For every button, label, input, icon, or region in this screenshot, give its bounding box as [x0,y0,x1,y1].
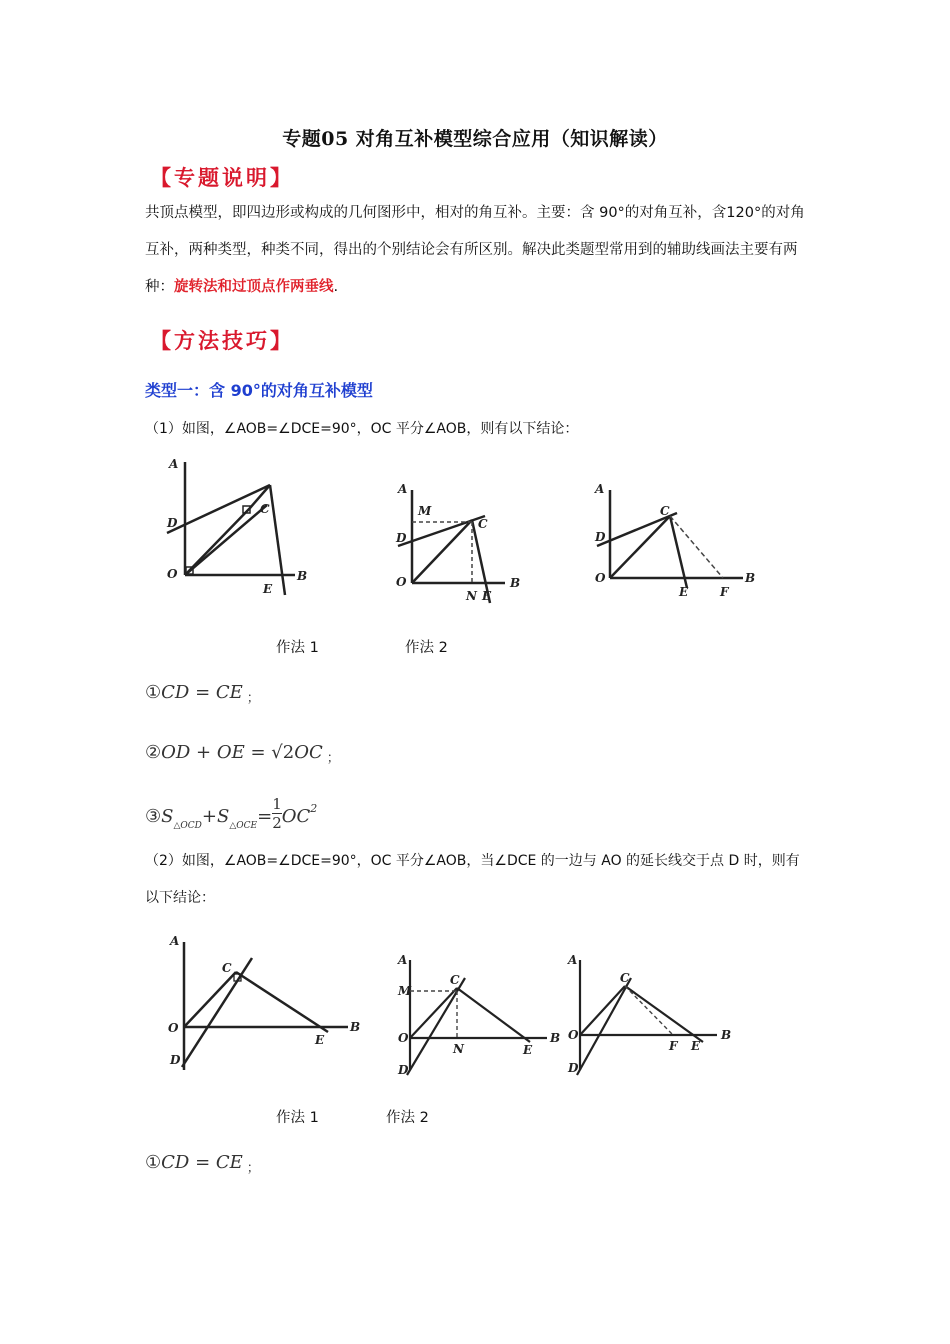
case1-caption-2: 作法 2 [405,640,448,656]
formula-sub1: △OCD [173,821,202,831]
type1-heading: 类型一：含 90°的对角互补模型 [145,381,373,400]
label-C: C [222,961,232,975]
label-O: O [595,571,606,585]
figure-case1-b [390,478,540,608]
case2-caption-1: 作法 1 [276,1110,319,1126]
formula-fraction [272,795,282,832]
label-B: B [745,571,756,585]
label-D: D [167,516,178,530]
formula-index: ① [145,1152,162,1173]
case1-formula-2 [145,742,340,766]
figure-case2-a [160,930,370,1080]
formula-s2: S [216,806,230,827]
case2-text: （2）如图，∠AOB=∠DCE=90°，OC 平分∠AOB，当∠DCE 的一边与 AO 的延长线交于点 D 时，则有以下结论： [145,853,800,906]
formula-expression: CD = CE [161,1152,243,1173]
figure-case2-c [565,950,745,1085]
label-N: N [466,589,477,603]
fraction-denominator: 2 [272,814,282,832]
page-title: 专题05 对角互补模型综合应用（知识解读） [282,128,668,150]
label-B: B [550,1031,561,1045]
formula-semicolon: ； [246,691,260,706]
case1-caption-1: 作法 1 [276,640,319,656]
label-F: F [669,1039,678,1053]
case1-formula-1 [145,682,260,706]
label-B: B [350,1020,361,1034]
label-A: A [398,953,408,967]
label-O: O [396,575,407,589]
intro-paragraph [145,195,810,306]
label-A: A [568,953,578,967]
label-D: D [595,530,606,544]
formula-oc: OC [281,806,311,827]
intro-end: . [333,279,339,295]
formula-plus: + [201,806,217,827]
label-O: O [167,567,178,581]
case2-caption-2: 作法 2 [386,1110,429,1126]
case2-formula-1 [145,1152,260,1176]
label-M: M [418,504,432,518]
fraction-numerator: 1 [272,795,282,813]
formula-semicolon: ； [246,1161,260,1176]
formula-expression-a: OD + OE = [161,742,272,763]
formula-s1: S [161,806,174,827]
label-B: B [297,569,308,583]
label-A: A [595,482,605,496]
label-C: C [260,502,270,516]
label-E: E [482,589,492,603]
label-C: C [478,517,488,531]
intro-highlight: 旋转法和过顶点作两垂线 [174,279,334,295]
label-F: F [720,585,729,599]
label-E: E [691,1039,701,1053]
case1-text: （1）如图，∠AOB=∠DCE=90°，OC 平分∠AOB，则有以下结论： [145,421,579,437]
label-E: E [315,1033,325,1047]
formula-index: ② [145,742,162,763]
label-B: B [721,1028,732,1042]
label-N: N [453,1042,464,1056]
label-D: D [170,1053,181,1067]
formula-sqrt: √2 [271,742,295,763]
formula-expression-b: OC [294,742,323,763]
formula-index: ③ [145,806,162,827]
label-A: A [398,482,408,496]
figure-case1-c [585,478,765,608]
label-O: O [168,1021,179,1035]
label-D: D [568,1061,579,1075]
label-E: E [523,1043,533,1057]
label-O: O [568,1028,579,1042]
formula-expression: CD = CE [161,682,243,703]
label-E: E [263,582,273,596]
label-D: D [396,531,407,545]
formula-index: ① [145,682,162,703]
label-B: B [510,576,521,590]
label-M: M [398,984,412,998]
label-O: O [398,1031,409,1045]
figure-case2-b [395,950,570,1085]
label-C: C [660,504,670,518]
formula-equals: = [257,806,273,827]
label-D: D [398,1063,409,1077]
label-C: C [620,971,630,985]
figure-case1-a [155,450,330,610]
intro-main: 共顶点模型，即四边形或构成的几何图形中，相对的角互补。主要：含 90°的对角互补，含120°的对角互补，两种类型，种类不同，得出的个别结论会有所区别。解决此类题型常用到的辅助线画法主要有两种： [145,205,805,295]
formula-semicolon: ； [326,751,340,766]
formula-sub2: △OCE [229,821,258,831]
label-E: E [679,585,689,599]
section-heading-method: 【方法技巧】 [150,328,294,353]
label-A: A [169,457,179,471]
section-heading-topic: 【专题说明】 [150,165,294,190]
label-C: C [450,973,460,987]
case1-formula-3 [145,795,317,839]
label-A: A [170,934,180,948]
formula-exponent: 2 [310,802,318,815]
